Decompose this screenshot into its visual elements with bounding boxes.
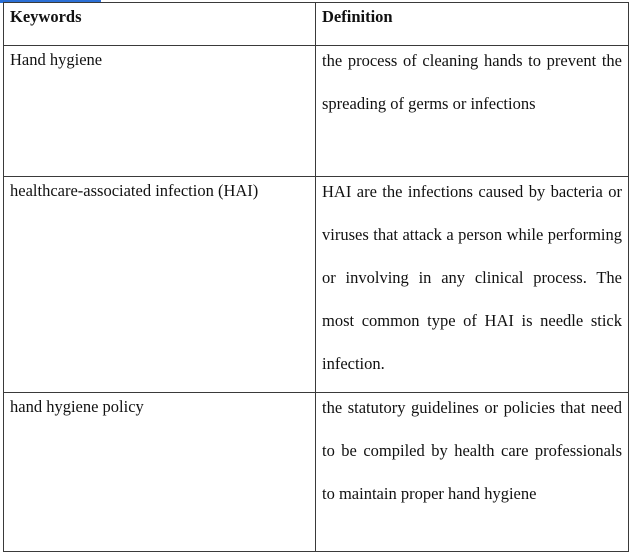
keywords-table — [3, 2, 629, 552]
header-definition: Definition — [316, 3, 629, 46]
table-row — [4, 177, 629, 393]
definition-text: the process of cleaning hands to prevent the spreading of germs or infections — [322, 51, 622, 113]
keyword-cell — [4, 46, 316, 177]
keyword-text: healthcare-associated infection (HAI) — [10, 181, 259, 200]
table-row — [4, 46, 629, 177]
keyword-text: hand hygiene policy — [10, 397, 144, 416]
definition-cell — [316, 177, 629, 393]
definition-cell — [316, 46, 629, 177]
header-keywords: Keywords — [4, 3, 316, 46]
definition-cell — [316, 393, 629, 552]
keyword-cell — [4, 393, 316, 552]
table-row — [4, 393, 629, 552]
definition-text: HAI are the infections caused by bacteria or viruses that attack a person while performing or involving in any clinical process. The most common type of HAI is needle stick infection. — [322, 182, 622, 373]
keyword-cell — [4, 177, 316, 393]
definition-text: the statutory guidelines or policies that need to be compiled by health care professionals to maintain proper hand hygiene — [322, 398, 622, 503]
keyword-text: Hand hygiene — [10, 50, 103, 69]
